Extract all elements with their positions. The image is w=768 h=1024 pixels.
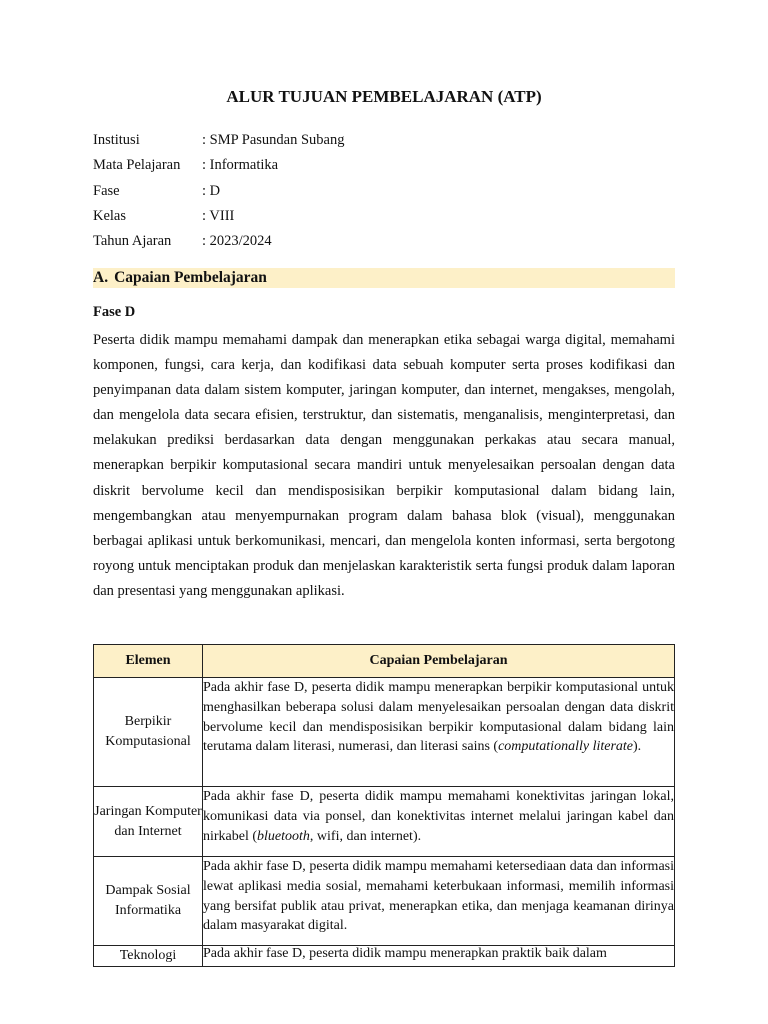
desc-cell: Pada akhir fase D, peserta didik mampu memahami ketersediaan data dan informasi lewat aplikasi media sosial, memahami keterbukaan informasi, memilih informasi yang bersifat publik atau privat, menerapkan etika, dan menjaga keamanan dirinya dalam masyarakat digital.: [203, 857, 675, 946]
capaian-table: [93, 644, 675, 967]
header-capaian: Capaian Pembelajaran: [203, 645, 675, 678]
meta-row-kelas: [93, 204, 344, 229]
desc-text: Pada akhir fase D, peserta didik mampu memahami konektivitas jaringan lokal, komunikasi data via ponsel, dan konektivitas internet melalui jaringan kabel dan nirkabel (: [203, 789, 674, 844]
meta-row-fase: [93, 179, 344, 204]
meta-row-mata-pelajaran: [93, 153, 344, 178]
table-row: [94, 857, 675, 946]
desc-italic-text: computationally literate: [498, 739, 633, 755]
meta-row-institusi: [93, 128, 344, 153]
desc-text: ).: [633, 739, 642, 755]
elemen-cell: Jaringan Komputer dan Internet: [94, 787, 203, 857]
desc-italic-text: bluetooth: [257, 828, 310, 844]
header-elemen: Elemen: [94, 645, 203, 678]
meta-label: Fase: [93, 182, 120, 199]
meta-value: : D: [202, 182, 221, 199]
meta-label: Institusi: [93, 132, 140, 149]
meta-info: [93, 128, 344, 254]
meta-value: : VIII: [202, 208, 235, 225]
elemen-cell: Dampak Sosial Informatika: [94, 857, 203, 946]
desc-text: Pada akhir fase D, peserta didik mampu menerapkan berpikir komputasional untuk menghasilkan beberapa solusi dalam menyelesaikan persoalan dengan data diskrit bervolume kecil dan mendisposisikan berpikir komputasional dalam bidang lain terutama dalam literasi, numerasi, dan literasi sains (: [203, 680, 674, 755]
table-row: [94, 787, 675, 857]
meta-label: Kelas: [93, 208, 127, 225]
meta-value: : SMP Pasundan Subang: [202, 132, 345, 149]
section-heading-capaian: [93, 268, 675, 288]
section-title: Capaian Pembelajaran: [114, 269, 267, 286]
table-header-row: [94, 645, 675, 678]
meta-value: : 2023/2024: [202, 233, 272, 250]
desc-cell: [203, 678, 675, 787]
meta-label: Tahun Ajaran: [93, 233, 172, 250]
desc-text: , wifi, dan internet).: [309, 828, 422, 844]
meta-value: : Informatika: [202, 157, 279, 174]
table-row: [94, 946, 675, 967]
page-title: ALUR TUJUAN PEMBELAJARAN (ATP): [226, 87, 542, 106]
table-row: [94, 678, 675, 787]
section-number: A.: [93, 269, 109, 286]
fase-heading: Fase D: [93, 304, 136, 320]
desc-cell: [203, 787, 675, 857]
elemen-cell: Berpikir Komputasional: [94, 678, 203, 787]
meta-row-tahun-ajaran: [93, 229, 344, 254]
desc-cell: Pada akhir fase D, peserta didik mampu menerapkan praktik baik dalam: [203, 946, 675, 967]
capaian-paragraph: Peserta didik mampu memahami dampak dan menerapkan etika sebagai warga digital, memahami komponen, fungsi, cara kerja, dan kodifikasi data sebuah komputer serta proses kodifikasi dan penyimpanan data dalam sistem komputer, jaringan komputer, dan internet, mengakses, mengolah, dan mengelola data secara efisien, terstruktur, dan sistematis, menganalisis, menginterpretasi, dan melakukan prediksi berdasarkan data dengan menggunakan perkakas atau secara manual, menerapkan berpikir komputasional secara mandiri untuk menyelesaikan persoalan dengan data diskrit bervolume kecil dan mendisposisikan berpikir komputasional dalam bidang lain, mengembangkan atau menyempurnakan program dalam bahasa blok (visual), menggunakan berbagai aplikasi untuk berkomunikasi, mencari, dan mengelola konten informasi, serta bergotong royong untuk menciptakan produk dan menjelaskan karakteristik serta fungsi produk dalam laporan dan presentasi yang menggunakan aplikasi.: [93, 332, 675, 599]
meta-label: Mata Pelajaran: [93, 157, 181, 174]
elemen-cell: Teknologi: [94, 946, 203, 967]
